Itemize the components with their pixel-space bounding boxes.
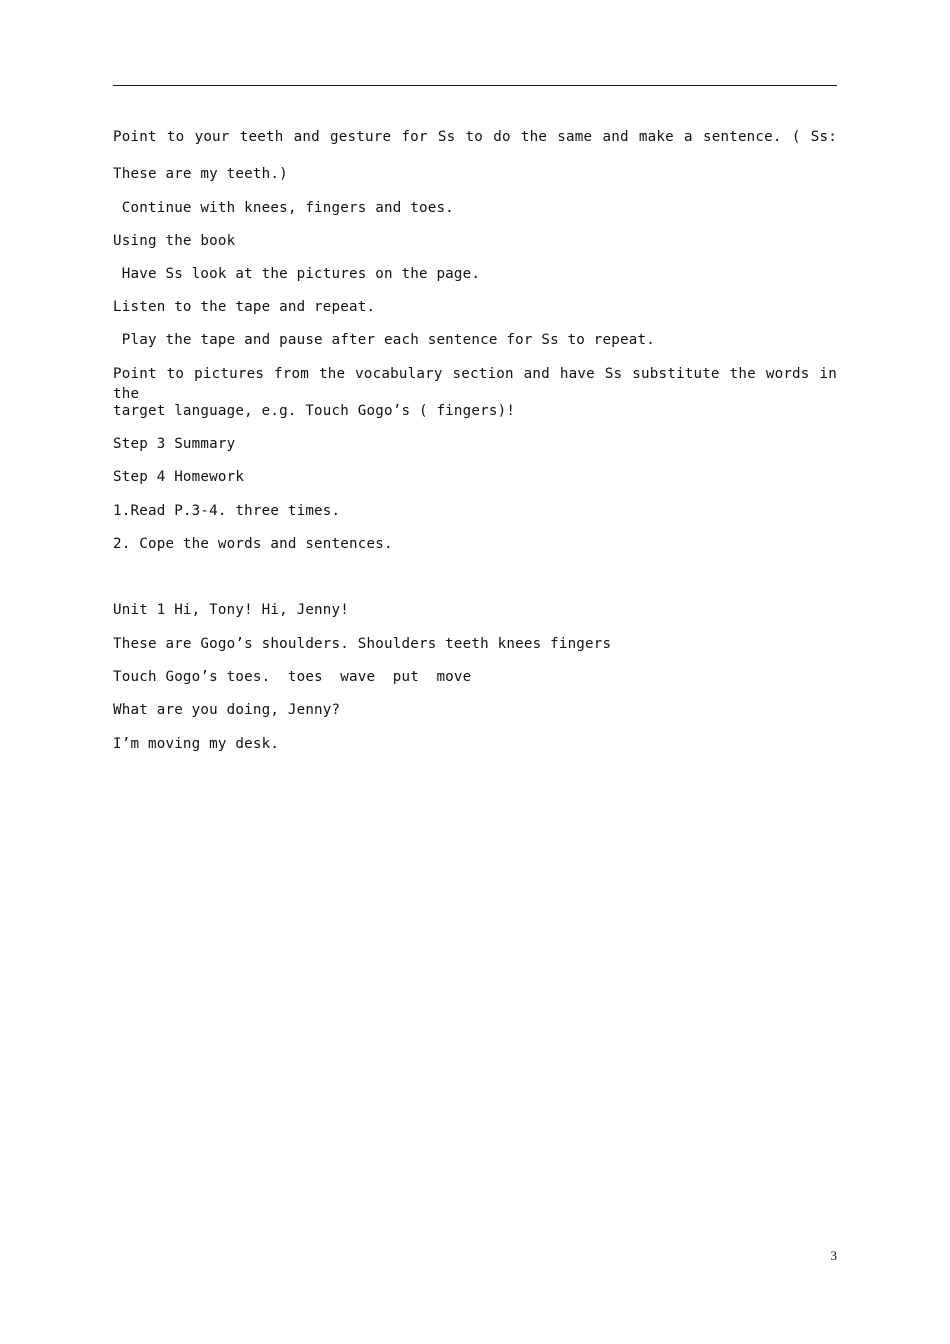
board-line-what-doing: What are you doing, Jenny?	[113, 702, 341, 718]
text-line-point-pictures: Point to pictures from the vocabulary section and have Ss substitute the words in the	[113, 366, 837, 402]
page-number: 3	[830, 1248, 837, 1263]
text-line-play-tape: Play the tape and pause after each sentence for Ss to repeat.	[113, 332, 655, 348]
text-line-look-pictures: Have Ss look at the pictures on the page.	[113, 266, 481, 282]
text-line-using-book: Using the book	[113, 233, 236, 249]
text-line-step-3: Step 3 Summary	[113, 436, 236, 452]
text-line-target-language: target language, e.g. Touch Gogo’s ( fingers)!	[113, 403, 516, 419]
text-line-homework-1: 1.Read P.3-4. three times.	[113, 503, 341, 519]
header-rule	[113, 85, 837, 86]
text-line-instruction-teeth: Point to your teeth and gesture for Ss to do the same and make a sentence. ( Ss:	[113, 129, 837, 145]
text-line-step-4: Step 4 Homework	[113, 469, 245, 485]
board-line-touch-toes: Touch Gogo’s toes. toes wave put move	[113, 669, 472, 685]
board-line-shoulders: These are Gogo’s shoulders. Shoulders teeth knees fingers	[113, 636, 612, 652]
text-line-homework-2: 2. Cope the words and sentences.	[113, 536, 393, 552]
text-line-listen-tape: Listen to the tape and repeat.	[113, 299, 376, 315]
text-line-continue: Continue with knees, fingers and toes.	[113, 200, 454, 216]
text-line-teeth-sentence: These are my teeth.)	[113, 166, 288, 182]
board-line-moving-desk: I’m moving my desk.	[113, 736, 280, 752]
board-line-unit-title: Unit 1 Hi, Tony! Hi, Jenny!	[113, 602, 350, 618]
